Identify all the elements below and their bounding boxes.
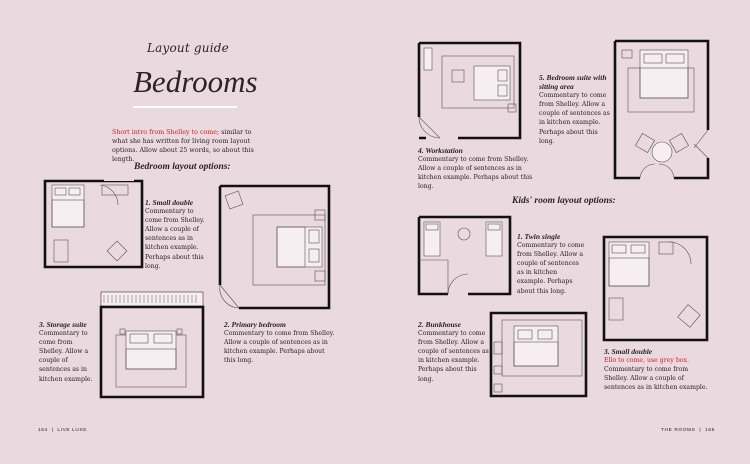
kids-caption-3	[604, 347, 712, 392]
folio-page: 165	[705, 428, 715, 433]
kids-options-heading: Kids' room layout options:	[512, 196, 616, 206]
kids-caption-2	[418, 320, 490, 384]
folio-title: THE ROOMS	[661, 428, 696, 433]
caption-body: Commentary to come from Shelley. Allow a couple of sentences as in kitchen example. Perhaps about this long.	[418, 330, 489, 383]
floorplan-kids-small-double	[603, 236, 709, 342]
caption-title: 4. Workstation	[418, 146, 463, 155]
caption-body: Commentary to come from Shelley. Allow a couple of sentences as in kitchen example. Perhaps about this long.	[224, 330, 335, 365]
floorplan-storage-suite	[100, 291, 204, 399]
page-title: Bedrooms	[133, 64, 258, 99]
caption-title: 2. Primary bedroom	[224, 320, 286, 329]
caption-title: 1. Twin single	[517, 232, 561, 241]
folio-title: LIVE LUXE	[57, 428, 88, 433]
caption-title: 5. Bedroom suite with sitting area	[539, 73, 607, 92]
caption-body: Commentary to come from Shelley. Allow a couple of sentences as in kitchen example.	[39, 330, 93, 383]
left-folio	[38, 428, 87, 433]
layout-caption-5	[539, 73, 613, 146]
intro-highlight: Short intro from Shelley to come;	[112, 129, 220, 136]
folio-separator: |	[699, 428, 702, 433]
caption-title: 1. Small double	[145, 198, 194, 207]
layout-caption-4	[418, 146, 533, 191]
caption-body: Commentary to come from Shelley. Allow a couple of sentences as in kitchen example. Perhaps about this long.	[517, 242, 585, 295]
bedroom-options-heading: Bedroom layout options:	[134, 162, 231, 172]
floorplan-primary-bedroom	[219, 185, 331, 310]
folio-separator: |	[51, 428, 54, 433]
right-folio	[661, 428, 715, 433]
layout-caption-1	[145, 198, 211, 271]
caption-body: Commentary to come from Shelley. Allow a couple of sentences as in kitchen example. Perhaps about this long.	[418, 156, 533, 191]
kicker: Layout guide	[147, 41, 229, 55]
intro-text	[112, 128, 262, 164]
caption-title: 2. Bunkhouse	[418, 320, 461, 329]
floorplan-twin-single	[418, 216, 512, 296]
layout-caption-2	[224, 320, 336, 365]
caption-title: 3. Storage suite	[39, 320, 87, 329]
title-divider	[133, 106, 237, 108]
kids-caption-1	[517, 232, 585, 296]
layout-caption-3	[39, 320, 95, 384]
folio-page: 164	[38, 428, 48, 433]
intro-body: similar to what she has written for living room layout options. Allow about 25 words, so about this length.	[112, 129, 254, 163]
caption-body: Commentary to come from Shelley. Allow a couple of sentences as in kitchen example. Perhaps about this long.	[145, 208, 205, 270]
floorplan-workstation	[418, 42, 522, 140]
floorplan-bedroom-suite	[614, 40, 710, 180]
floorplan-bunkhouse	[490, 312, 588, 398]
caption-title: 3. Small double	[604, 347, 653, 356]
floorplan-small-double	[44, 180, 144, 270]
caption-body: Commentary to come from Shelley. Allow a couple of sentences as in kitchen example.	[604, 366, 708, 392]
caption-note: Ello to come, use grey box.	[604, 357, 689, 365]
caption-body: Commentary to come from Shelley. Allow a couple of sentences as in kitchen example. Perhaps about this long.	[539, 92, 610, 145]
